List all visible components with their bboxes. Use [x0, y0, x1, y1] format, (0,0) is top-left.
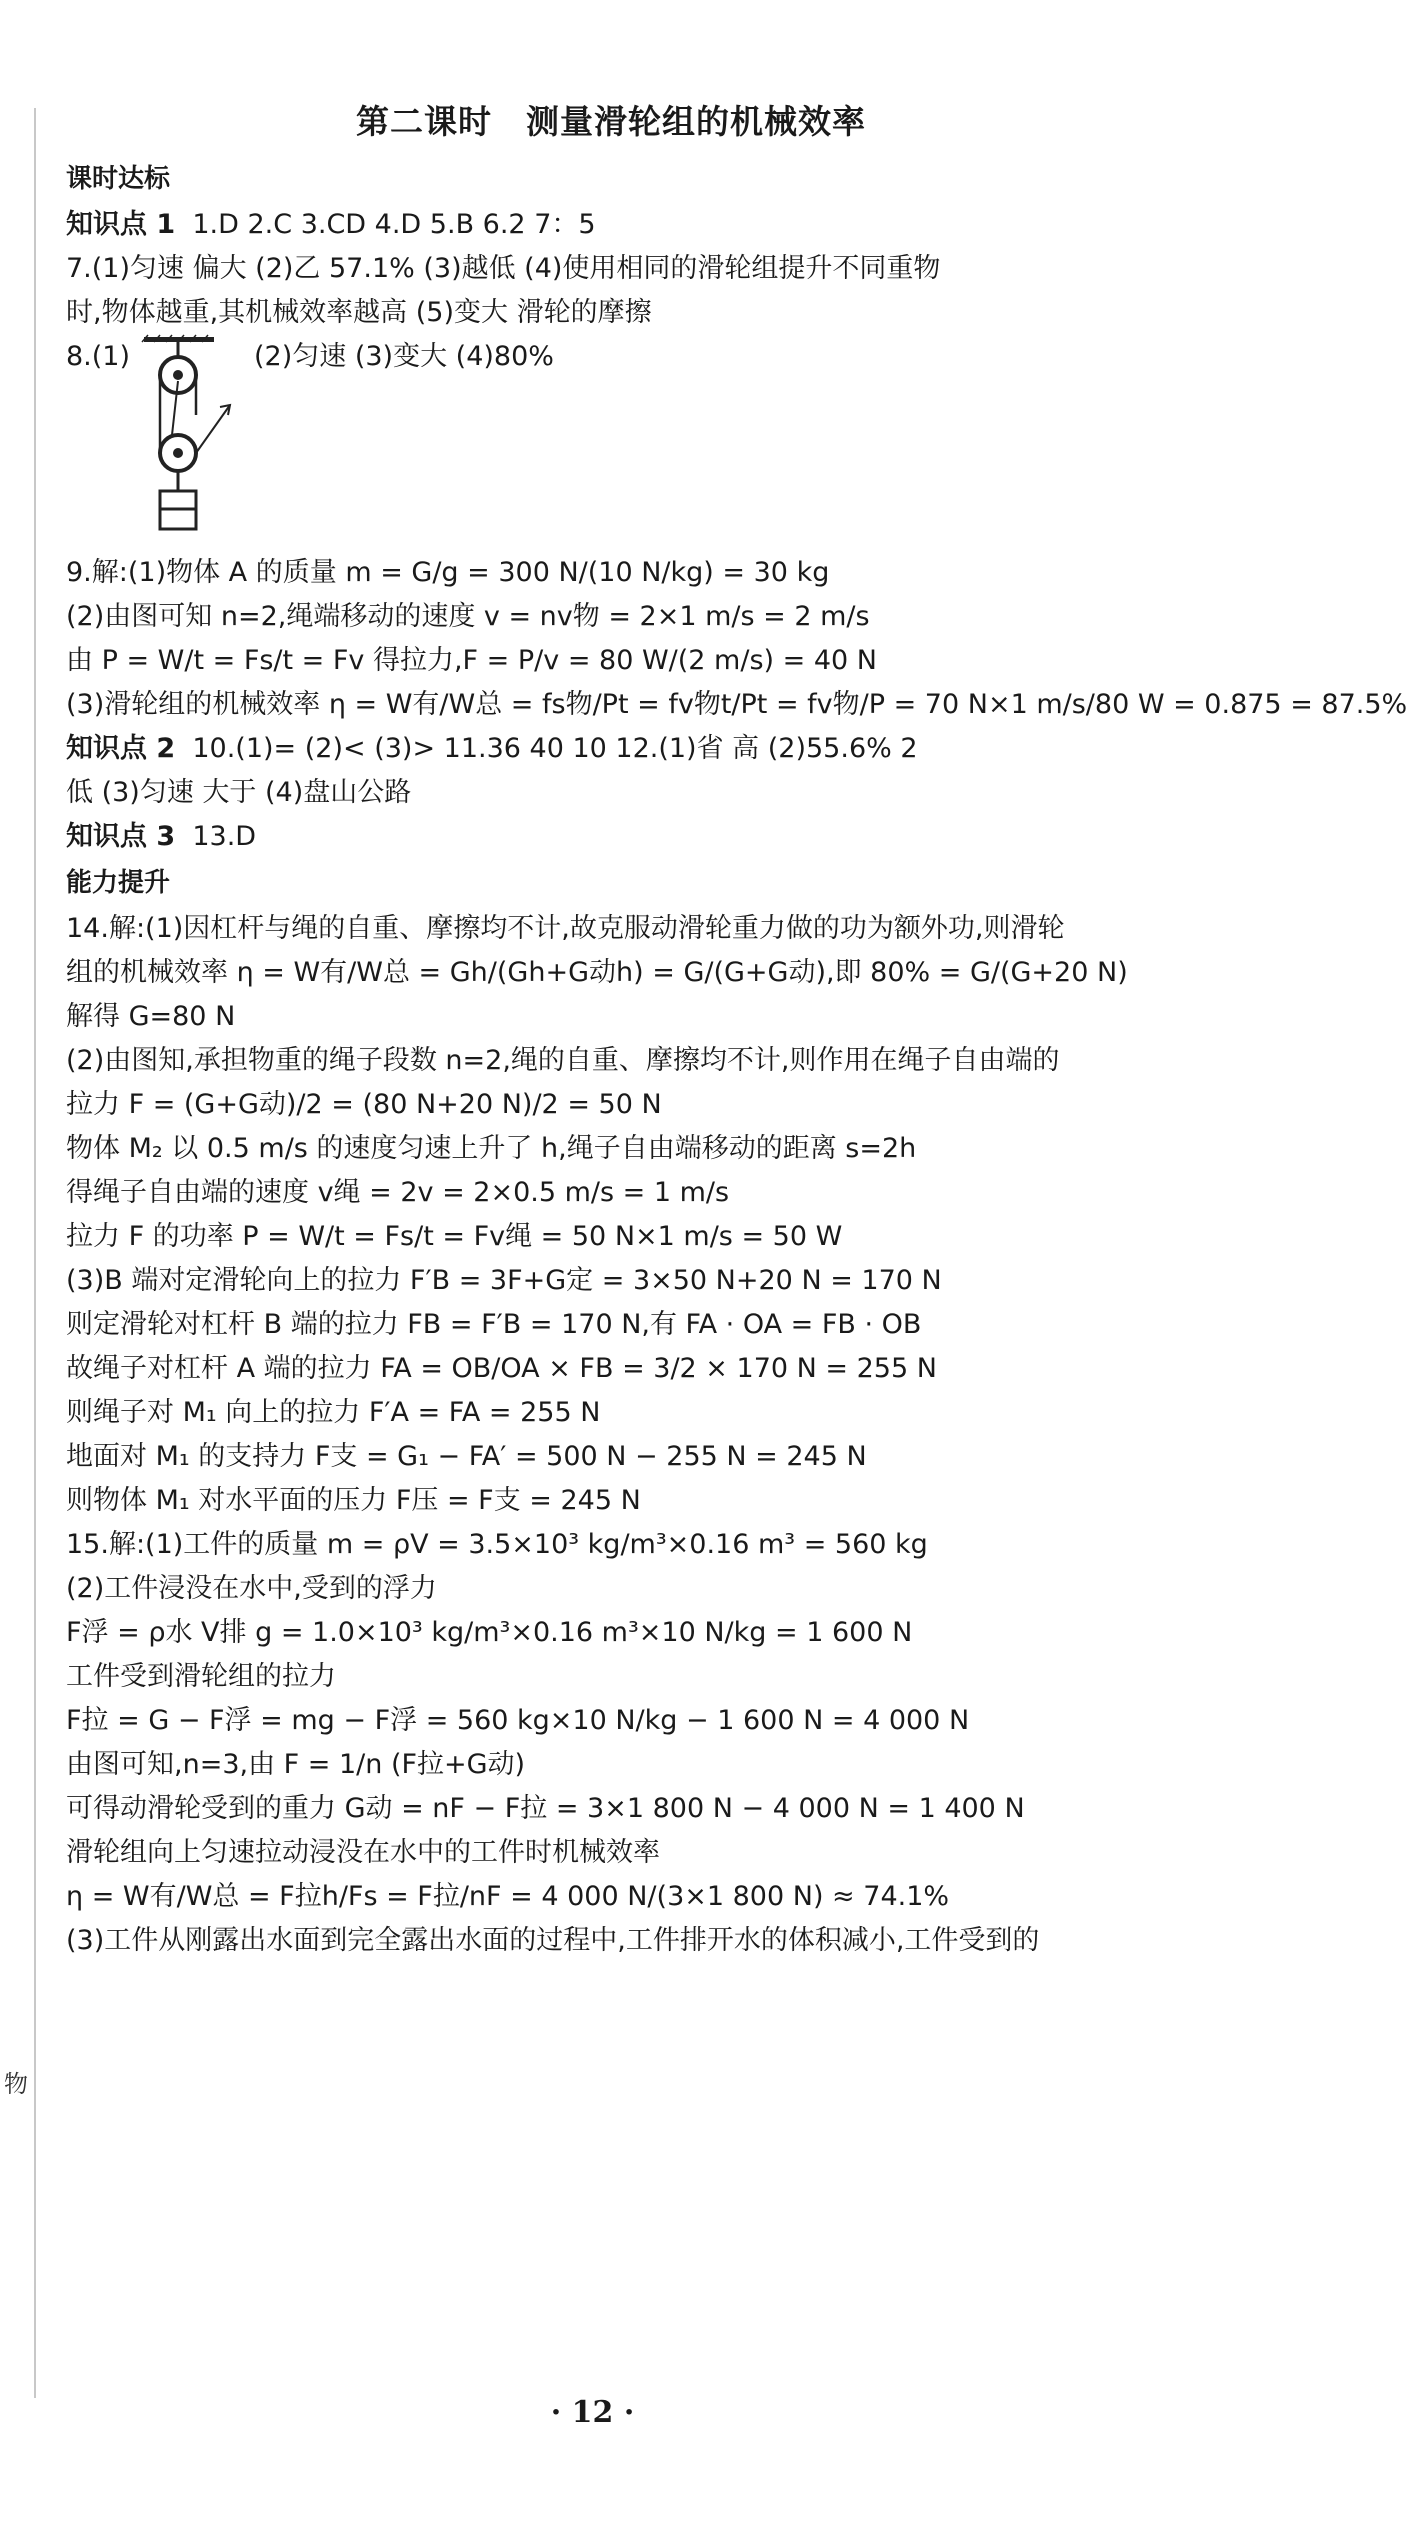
q14-line: 物体 M₂ 以 0.5 m/s 的速度匀速上升了 h,绳子自由端移动的距离 s=2h [66, 1133, 917, 1164]
q14-line: 14.解:(1)因杠杆与绳的自重、摩擦均不计,故克服动滑轮重力做的功为额外功,则滑轮 [66, 913, 1065, 944]
q14-line: 故绳子对杠杆 A 端的拉力 FA = OB/OA × FB = 3/2 × 170 N = 255 N [66, 1353, 937, 1384]
q14-line: 则物体 M₁ 对水平面的压力 F压 = F支 = 245 N [66, 1485, 641, 1516]
q15-line: 15.解:(1)工件的质量 m = ρV = 3.5×10³ kg/m³×0.16 m³ = 560 kg [66, 1529, 928, 1560]
q15-line: F拉 = G − F浮 = mg − F浮 = 560 kg×10 N/kg − 1 600 N = 4 000 N [66, 1705, 970, 1736]
q14-line: 解得 G=80 N [66, 1001, 236, 1032]
q14-line: 则绳子对 M₁ 向上的拉力 F′A = FA = 255 N [66, 1397, 601, 1428]
lesson-label: 第二课时 [356, 102, 492, 141]
margin-fragment: 物 [4, 2070, 28, 2098]
kp2-line: 低 (3)匀速 大于 (4)盘山公路 [66, 777, 412, 808]
q15-line: 工件受到滑轮组的拉力 [66, 1661, 336, 1692]
kp1-answers: 1.D 2.C 3.CD 4.D 5.B 6.2 7：5 [192, 209, 596, 240]
q8-row [66, 335, 1156, 545]
page-edge-line [34, 108, 36, 2398]
q9-line: 由 P = W/t = Fs/t = Fv 得拉力,F = P/v = 80 W/(2 m/s) = 40 N [66, 645, 877, 676]
page-number: · 12 · [550, 2395, 635, 2430]
answer-page [66, 96, 1407, 1963]
q14-line: (3)B 端对定滑轮向上的拉力 F′B = 3F+G定 = 3×50 N+20 N = 170 N [66, 1265, 942, 1296]
kp2-label: 知识点 2 [66, 733, 176, 764]
kp2-answers: 10.(1)= (2)< (3)> 11.36 40 10 12.(1)省 高 (2)55.6% 2 [192, 733, 918, 764]
q15-line: (3)工件从刚露出水面到完全露出水面的过程中,工件排开水的体积减小,工件受到的 [66, 1925, 1040, 1956]
lesson-topic: 测量滑轮组的机械效率 [526, 102, 866, 141]
q14-line: 得绳子自由端的速度 v绳 = 2v = 2×0.5 m/s = 1 m/s [66, 1177, 730, 1208]
kp1-label: 知识点 1 [66, 209, 176, 240]
pulley-diagram [138, 335, 238, 545]
q15-line: 滑轮组向上匀速拉动浸没在水中的工件时机械效率 [66, 1837, 660, 1868]
kp3-label: 知识点 3 [66, 821, 176, 852]
q15-line: 由图可知,n=3,由 F = 1/n (F拉+G动) [66, 1749, 526, 1780]
q14-line: 则定滑轮对杠杆 B 端的拉力 FB = F′B = 170 N,有 FA · OA = FB · OB [66, 1309, 922, 1340]
q14-line: (2)由图知,承担物重的绳子段数 n=2,绳的自重、摩擦均不计,则作用在绳子自由端的 [66, 1045, 1060, 1076]
q9-line: 9.解:(1)物体 A 的质量 m = G/g = 300 N/(10 N/kg) = 30 kg [66, 557, 830, 588]
q14-line: 组的机械效率 η = W有/W总 = Gh/(Gh+G动h) = G/(G+G动),即 80% = G/(G+20 N) [66, 957, 1128, 988]
q9-line: (3)滑轮组的机械效率 η = W有/W总 = fs物/Pt = fv物t/Pt = fv物/P = 70 N×1 m/s/80 W = 0.875 = 87.5% [66, 689, 1407, 720]
q15-line: 可得动滑轮受到的重力 G动 = nF − F拉 = 3×1 800 N − 4 000 N = 1 400 N [66, 1793, 1025, 1824]
q15-line: F浮 = ρ水 V排 g = 1.0×10³ kg/m³×0.16 m³×10 N/kg = 1 600 N [66, 1617, 913, 1648]
q14-line: 拉力 F 的功率 P = W/t = Fs/t = Fv绳 = 50 N×1 m/s = 50 W [66, 1221, 843, 1252]
q8-answers: (2)匀速 (3)变大 (4)80% [254, 341, 554, 372]
q7-line: 时,物体越重,其机械效率越高 (5)变大 滑轮的摩擦 [66, 297, 652, 328]
q8-num: 8.(1) [66, 341, 131, 372]
q9-line: (2)由图可知 n=2,绳端移动的速度 v = nv物 = 2×1 m/s = 2 m/s [66, 601, 870, 632]
q15-line: (2)工件浸没在水中,受到的浮力 [66, 1573, 437, 1604]
section-ability: 能力提升 [66, 868, 171, 898]
kp1-line [66, 203, 1156, 247]
q7-line: 7.(1)匀速 偏大 (2)乙 57.1% (3)越低 (4)使用相同的滑轮组提升不同重物 [66, 253, 941, 284]
page-title [66, 96, 1156, 143]
q14-line: 地面对 M₁ 的支持力 F支 = G₁ − FA′ = 500 N − 255 N = 245 N [66, 1441, 867, 1472]
kp2-line [66, 727, 1156, 771]
section-practice: 课时达标 [66, 164, 171, 194]
q14-line: 拉力 F = (G+G动)/2 = (80 N+20 N)/2 = 50 N [66, 1089, 662, 1120]
kp3-answers: 13.D [192, 821, 257, 852]
q15-line: η = W有/W总 = F拉h/Fs = F拉/nF = 4 000 N/(3×1 800 N) ≈ 74.1% [66, 1881, 950, 1912]
kp3-line [66, 815, 1156, 859]
